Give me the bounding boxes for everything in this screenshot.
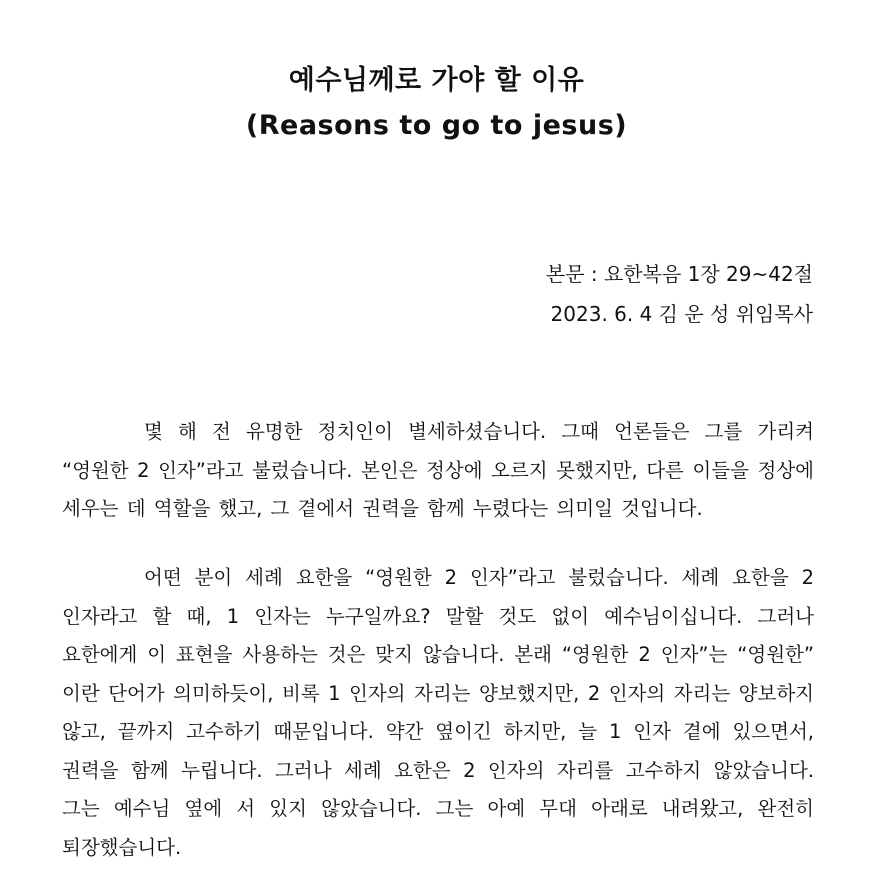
body-paragraph-1: 몇 해 전 유명한 정치인이 별세하셨습니다. 그때 언론들은 그를 가리켜 “영원한 2 인자”라고 불렀습니다. 본인은 정상에 오르지 못했지만, 다른 이들을 정상에 세우는 데 역할을 했고, 그 곁에서 권력을 함께 누렸다는 의미일 것입니다. <box>62 420 814 520</box>
body-paragraph-2: 어떤 분이 세례 요한을 “영원한 2 인자”라고 불렀습니다. 세례 요한을 2 인자라고 할 때, 1 인자는 누구일까요? 말할 것도 없이 예수님이십니다. 그러나 요한에게 이 표현을 사용하는 것은 맞지 않습니다. 본래 “영원한 2 인자”는 “영원한” 이란 단어가 의미하듯이, 비록 1 인자의 자리는 양보했지만, 2 인자의 자리는 양보하지 않고, 끝까지 고수하기 때문입니다. 약간 옆이긴 하지만, 늘 1 인자 곁에 있으면서, 권력을 함께 누립니다. 그러나 세례 요한은 2 인자의 자리를 고수하지 않았습니다. 그는 예수님 옆에 서 있지 않았습니다. 그는 아예 무대 아래로 내려왔고, 완전히 퇴장했습니다. <box>62 566 814 859</box>
scripture-reference: 본문 : 요한복음 1장 29~42절 <box>545 262 813 286</box>
document-subtitle: (Reasons to go to jesus) <box>245 110 628 141</box>
date-author-line: 2023. 6. 4 김 운 성 위임목사 <box>550 302 813 326</box>
document-title: 예수님께로 가야 할 이유 <box>288 65 585 96</box>
